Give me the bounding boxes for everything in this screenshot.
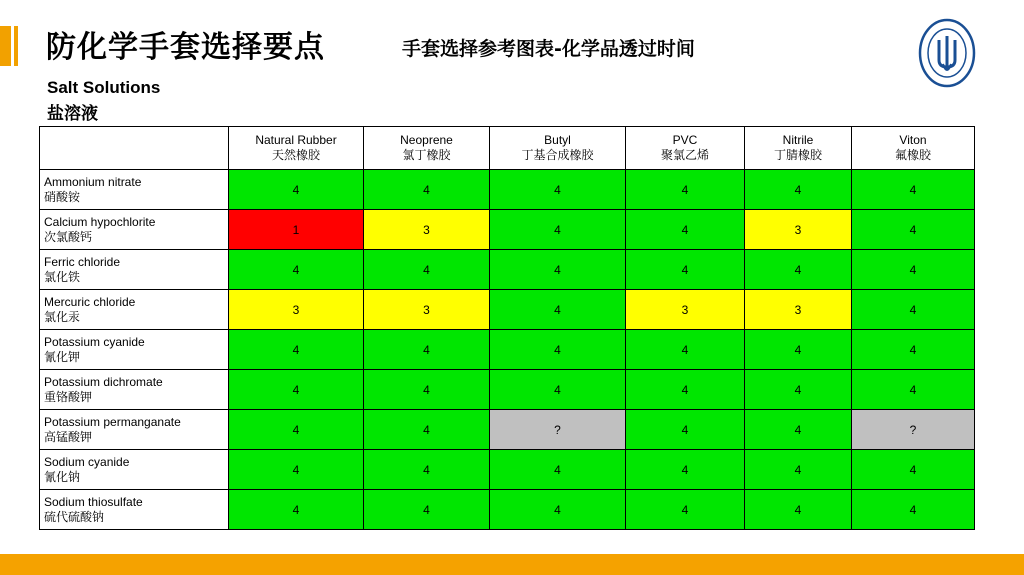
rating-cell: 3 — [229, 290, 364, 330]
page-subtitle: 手套选择参考图表-化学品透过时间 — [402, 38, 695, 60]
row-header-cell — [40, 490, 229, 530]
rating-cell: 4 — [490, 330, 626, 370]
column-header: PVC 聚氯乙烯 — [626, 127, 745, 170]
rating-cell: 4 — [852, 330, 975, 370]
chemical-name-zh: 次氯酸钙 — [44, 229, 93, 244]
rating-cell: 4 — [229, 450, 364, 490]
rating-cell: 4 — [229, 490, 364, 530]
rating-cell: 4 — [626, 210, 745, 250]
rating-cell: 4 — [745, 450, 852, 490]
rating-cell: ? — [490, 410, 626, 450]
rating-cell: 4 — [626, 450, 745, 490]
rating-cell: 4 — [852, 290, 975, 330]
rating-cell: 3 — [626, 290, 745, 330]
row-header-cell — [40, 250, 229, 290]
table-row — [40, 290, 975, 330]
row-header-cell — [40, 450, 229, 490]
chemical-name-en: Ferric chloride — [44, 254, 121, 269]
rating-cell: 4 — [626, 250, 745, 290]
table-row — [40, 330, 975, 370]
rating-cell: 4 — [490, 250, 626, 290]
rating-cell: 4 — [364, 250, 490, 290]
rating-cell: 3 — [745, 210, 852, 250]
chemical-name-en: Mercuric chloride — [44, 294, 136, 309]
chemical-name-en: Sodium cyanide — [44, 454, 130, 469]
column-header: Nitrile 丁腈橡胶 — [745, 127, 852, 170]
chemical-name-en: Ammonium nitrate — [44, 174, 142, 189]
rating-cell: 4 — [852, 450, 975, 490]
table-row — [40, 250, 975, 290]
rating-cell: 3 — [745, 290, 852, 330]
rating-cell: 4 — [852, 370, 975, 410]
column-header: Viton 氟橡胶 — [852, 127, 975, 170]
row-header-cell — [40, 290, 229, 330]
chemical-name-zh: 硝酸铵 — [44, 189, 81, 204]
rating-cell: 4 — [229, 330, 364, 370]
rating-cell: 4 — [626, 490, 745, 530]
rating-cell: 4 — [229, 410, 364, 450]
title-accent-bar-thin — [14, 26, 18, 66]
rating-cell: 4 — [490, 450, 626, 490]
table-header-row — [40, 127, 975, 170]
table-row — [40, 370, 975, 410]
chemical-name-en: Potassium cyanide — [44, 334, 145, 349]
chemical-name-zh: 氯化铁 — [44, 269, 81, 284]
column-header: Natural Rubber 天然橡胶 — [229, 127, 364, 170]
rating-cell: 4 — [229, 370, 364, 410]
rating-cell: 4 — [745, 490, 852, 530]
row-header-cell — [40, 210, 229, 250]
rating-cell: 1 — [229, 210, 364, 250]
rating-cell: 4 — [364, 410, 490, 450]
rating-cell: 4 — [364, 330, 490, 370]
column-header: Butyl 丁基合成橡胶 — [490, 127, 626, 170]
chemical-name-en: Potassium dichromate — [44, 374, 163, 389]
chemical-name-zh: 氰化钠 — [44, 469, 81, 484]
rating-cell: 4 — [626, 330, 745, 370]
chemical-name-en: Sodium thiosulfate — [44, 494, 143, 509]
chemical-name-en: Calcium hypochlorite — [44, 214, 156, 229]
table-row — [40, 210, 975, 250]
rating-cell: 4 — [490, 370, 626, 410]
chemical-name-en: Potassium permanganate — [44, 414, 181, 429]
rating-cell: 4 — [364, 490, 490, 530]
page-title: 防化学手套选择要点 — [46, 30, 325, 65]
rating-cell: 4 — [745, 370, 852, 410]
rating-cell: 4 — [364, 450, 490, 490]
rating-cell: 4 — [490, 490, 626, 530]
table-row — [40, 450, 975, 490]
rating-cell: 4 — [745, 170, 852, 210]
rating-cell: 4 — [229, 250, 364, 290]
row-header-cell — [40, 410, 229, 450]
table-row — [40, 170, 975, 210]
footer-accent-bar — [0, 554, 1024, 575]
header-corner-cell — [40, 127, 229, 170]
rating-cell: 4 — [229, 170, 364, 210]
rating-cell: 4 — [852, 170, 975, 210]
rating-cell: 3 — [364, 210, 490, 250]
glove-chart-table — [39, 126, 975, 530]
rating-cell: 4 — [490, 210, 626, 250]
row-header-cell — [40, 170, 229, 210]
chemical-name-zh: 硫代硫酸钠 — [44, 509, 105, 524]
row-header-cell — [40, 370, 229, 410]
rating-cell: 4 — [626, 170, 745, 210]
rating-cell: 4 — [745, 410, 852, 450]
rating-cell: 4 — [852, 490, 975, 530]
rating-cell: 4 — [490, 170, 626, 210]
title-accent-bar — [0, 26, 11, 66]
rating-cell: 3 — [364, 290, 490, 330]
section-title-en: Salt Solutions — [47, 78, 161, 97]
table-row — [40, 490, 975, 530]
table-row — [40, 410, 975, 450]
chemical-name-zh: 氰化钾 — [44, 349, 81, 364]
rating-cell: 4 — [490, 290, 626, 330]
row-header-cell — [40, 330, 229, 370]
column-header: Neoprene 氯丁橡胶 — [364, 127, 490, 170]
chemical-name-zh: 氯化汞 — [44, 309, 81, 324]
rating-cell: 4 — [364, 370, 490, 410]
university-logo — [918, 18, 976, 88]
chemical-name-zh: 高锰酸钾 — [44, 429, 93, 444]
rating-cell: 4 — [745, 330, 852, 370]
rating-cell: 4 — [364, 170, 490, 210]
rating-cell: 4 — [852, 210, 975, 250]
rating-cell: ? — [852, 410, 975, 450]
section-title-zh: 盐溶液 — [47, 104, 98, 124]
rating-cell: 4 — [626, 410, 745, 450]
rating-cell: 4 — [626, 370, 745, 410]
rating-cell: 4 — [745, 250, 852, 290]
rating-cell: 4 — [852, 250, 975, 290]
chemical-name-zh: 重铬酸钾 — [44, 389, 93, 404]
